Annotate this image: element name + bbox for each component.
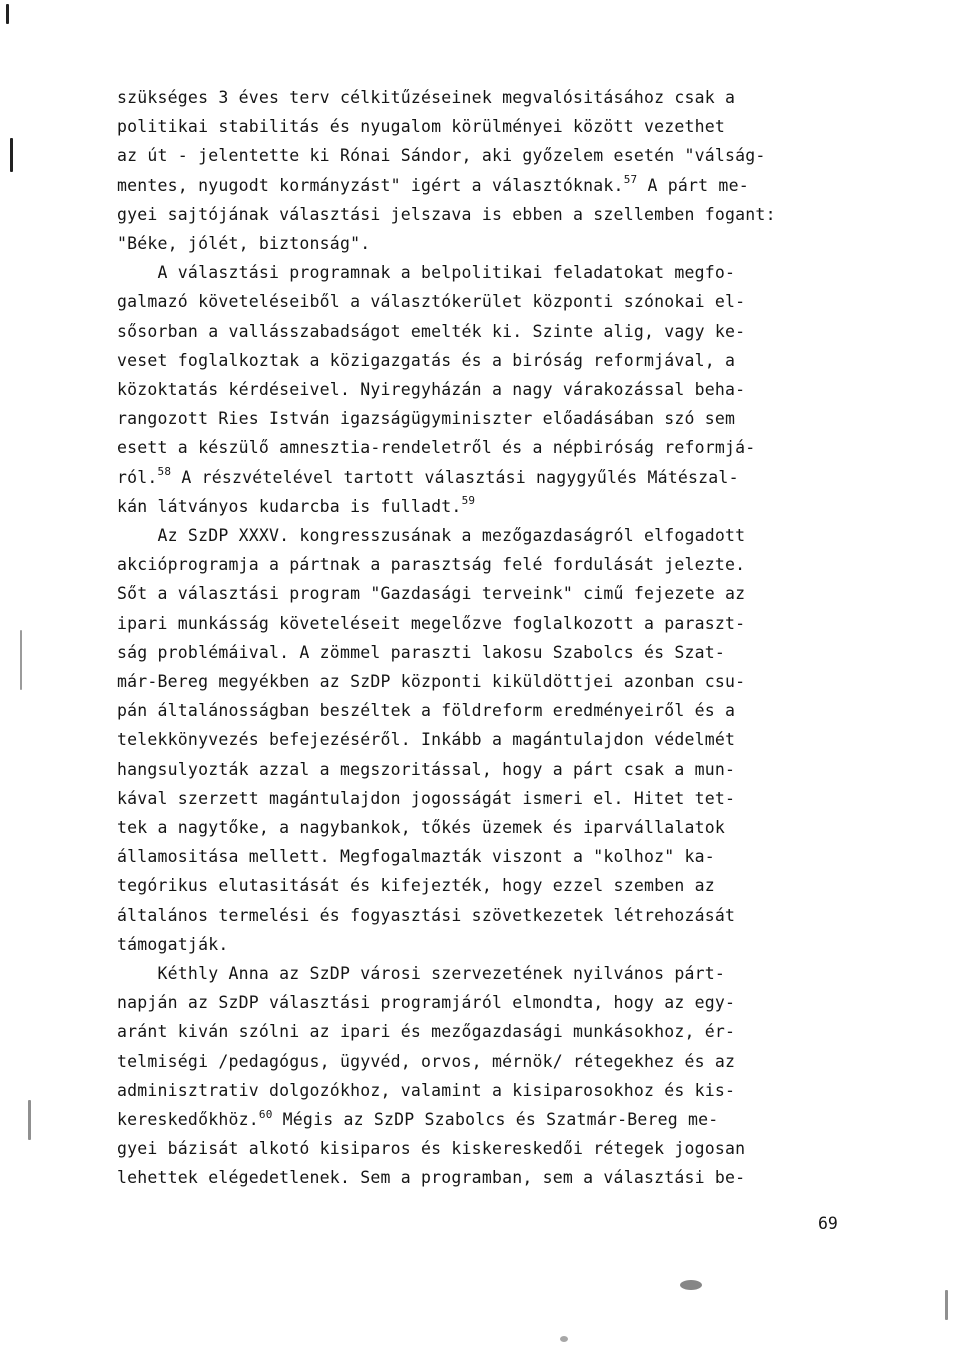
- text-line: [117, 438, 755, 458]
- text-line: [117, 351, 735, 371]
- text-run: szükséges 3 éves terv célkitűzéseinek megvalósitásához csak a: [117, 88, 736, 107]
- text-run: Sőt a választási program "Gazdasági terveink" cimű fejezete az: [117, 584, 746, 604]
- text-line: [117, 322, 745, 342]
- text-line: [117, 1022, 735, 1042]
- text-line: [117, 526, 745, 546]
- text-line: [117, 818, 725, 838]
- text-line: [117, 1052, 735, 1072]
- text-line: [117, 465, 739, 488]
- scan-mark: [6, 4, 9, 24]
- footnote-marker: 58: [157, 465, 172, 479]
- text-line: [117, 1107, 719, 1130]
- text-line: [117, 993, 735, 1013]
- text-line: [117, 730, 735, 750]
- text-run: sősorban a vallásszabadságot emelték ki. Szinte alig, vagy ke-: [117, 321, 746, 341]
- text-run: pán általánosságban beszéltek a földreform eredményeiről és a: [117, 701, 736, 721]
- text-run: tegórikus elutasitását és kifejezték, hogy ezzel szemben az: [117, 876, 715, 896]
- text-run: közoktatás kérdéseivel. Nyiregyházán a nagy várakozással beha-: [117, 380, 746, 399]
- text-line: [117, 292, 745, 312]
- text-line: [117, 1081, 735, 1101]
- text-run: napján az SzDP választási programjáról elmondta, hogy az egy-: [117, 993, 736, 1013]
- text-run: általános termelési és fogyasztási szövetkezetek létrehozását: [117, 905, 736, 925]
- text-run: Mégis az SzDP Szabolcs és Szatmár-Bereg me-: [272, 1110, 719, 1129]
- text-run: ipari munkásság követeléseit megelőzve foglalkozott a paraszt-: [117, 613, 746, 633]
- text-run: lehettek elégedetlenek. Sem a programban, sem a választási be-: [117, 1168, 746, 1188]
- text-run: esett a készülő amnesztia-rendeletről és a népbiróság reformjá-: [117, 438, 756, 458]
- text-line: [117, 494, 476, 517]
- footnote-marker: 59: [461, 494, 476, 508]
- text-run: támogatják.: [117, 934, 229, 954]
- text-line: [117, 847, 715, 867]
- text-run: adminisztrativ dolgozókhoz, valamint a kisiparosokhoz és kis-: [117, 1080, 736, 1100]
- text-line: [117, 1139, 745, 1159]
- text-line: [117, 263, 735, 283]
- text-line: [117, 1168, 745, 1188]
- text-run: hangsulyozták azzal a megszoritással, hogy a párt csak a mun-: [117, 759, 736, 779]
- text-run: telmiségi /pedagógus, ügyvéd, orvos, mérnök/ rétegekhez és az: [117, 1051, 736, 1071]
- scan-mark: [10, 138, 13, 172]
- text-line: [117, 906, 735, 926]
- text-line: [117, 760, 735, 780]
- text-run: A választási programnak a belpolitikai feladatokat megfo-: [117, 263, 736, 283]
- text-line: [117, 789, 735, 809]
- page-number: 69: [818, 1214, 838, 1233]
- text-line: [117, 205, 776, 225]
- text-run: veset foglalkoztak a közigazgatás és a biróság reformjával, a: [117, 350, 736, 370]
- text-line: [117, 234, 370, 254]
- scan-mark: [20, 630, 22, 690]
- scan-mark: [945, 1290, 948, 1320]
- text-line: [117, 117, 725, 137]
- text-run: politikai stabilitás és nyugalom körülményei között vezethet: [117, 117, 726, 137]
- footnote-marker: 57: [623, 173, 638, 187]
- text-run: rangozott Ries István igazságügyminiszter előadásában szó sem: [117, 409, 736, 429]
- text-run: aránt kiván szólni az ipari és mezőgazdasági munkásokhoz, ér-: [117, 1022, 736, 1042]
- text-line: [117, 584, 745, 604]
- text-run: galmazó követeléseiből a választókerület központi szónokai el-: [117, 292, 746, 312]
- text-run: kereskedőkhöz.: [117, 1110, 259, 1129]
- text-line: [117, 643, 725, 663]
- text-run: akcióprogramja a pártnak a parasztság felé fordulását jelezte.: [117, 555, 746, 575]
- text-run: az út - jelentette ki Rónai Sándor, aki győzelem esetén "válság-: [117, 146, 766, 166]
- text-run: Kéthly Anna az SzDP városi szervezetének nyilvános párt-: [117, 964, 726, 983]
- text-run: ság problémáival. A zömmel paraszti lakosu Szabolcs és Szat-: [117, 642, 726, 662]
- text-run: tek a nagytőke, a nagybankok, tőkés üzemek és iparvállalatok: [117, 818, 726, 837]
- text-run: kával szerzett magántulajdon jogosságát ismeri el. Hitet tet-: [117, 788, 736, 808]
- text-run: már-Bereg megyékben az SzDP központi kiküldöttjei azonban csu-: [117, 672, 746, 691]
- text-run: államositása mellett. Megfogalmazták viszont a "kolhoz" ka-: [117, 847, 715, 867]
- text-run: gyei bázisát alkotó kisiparos és kiskereskedői rétegek jogosan: [117, 1139, 746, 1159]
- text-run: "Béke, jólét, biztonság".: [117, 234, 371, 253]
- text-line: [117, 876, 715, 896]
- text-run: kán látványos kudarcba is fulladt.: [117, 496, 462, 516]
- text-line: [117, 146, 766, 166]
- text-line: [117, 88, 735, 108]
- scan-mark: [28, 1100, 31, 1140]
- text-line: [117, 935, 228, 955]
- footnote-marker: 60: [258, 1107, 273, 1121]
- text-line: [117, 672, 745, 692]
- text-run: gyei sajtójának választási jelszava is ebben a szellemben fogant:: [117, 204, 776, 224]
- text-run: telekkönyvezés befejezéséről. Inkább a magántulajdon védelmét: [117, 730, 736, 750]
- text-run: A részvételével tartott választási nagygyűlés Mátészal-: [171, 467, 739, 487]
- text-line: [117, 964, 725, 984]
- text-line: [117, 380, 745, 400]
- text-line: [117, 614, 745, 634]
- scan-mark: [560, 1336, 568, 1342]
- text-line: [117, 701, 735, 721]
- text-run: mentes, nyugodt kormányzást" igért a választóknak.: [117, 175, 624, 195]
- text-line: [117, 409, 735, 429]
- text-run: ról.: [117, 467, 158, 487]
- text-run: Az SzDP XXXV. kongresszusának a mezőgazdaságról elfogadott: [117, 526, 746, 545]
- scan-mark: [680, 1280, 702, 1290]
- text-line: [117, 173, 749, 196]
- text-run: A párt me-: [637, 175, 749, 195]
- text-line: [117, 555, 745, 575]
